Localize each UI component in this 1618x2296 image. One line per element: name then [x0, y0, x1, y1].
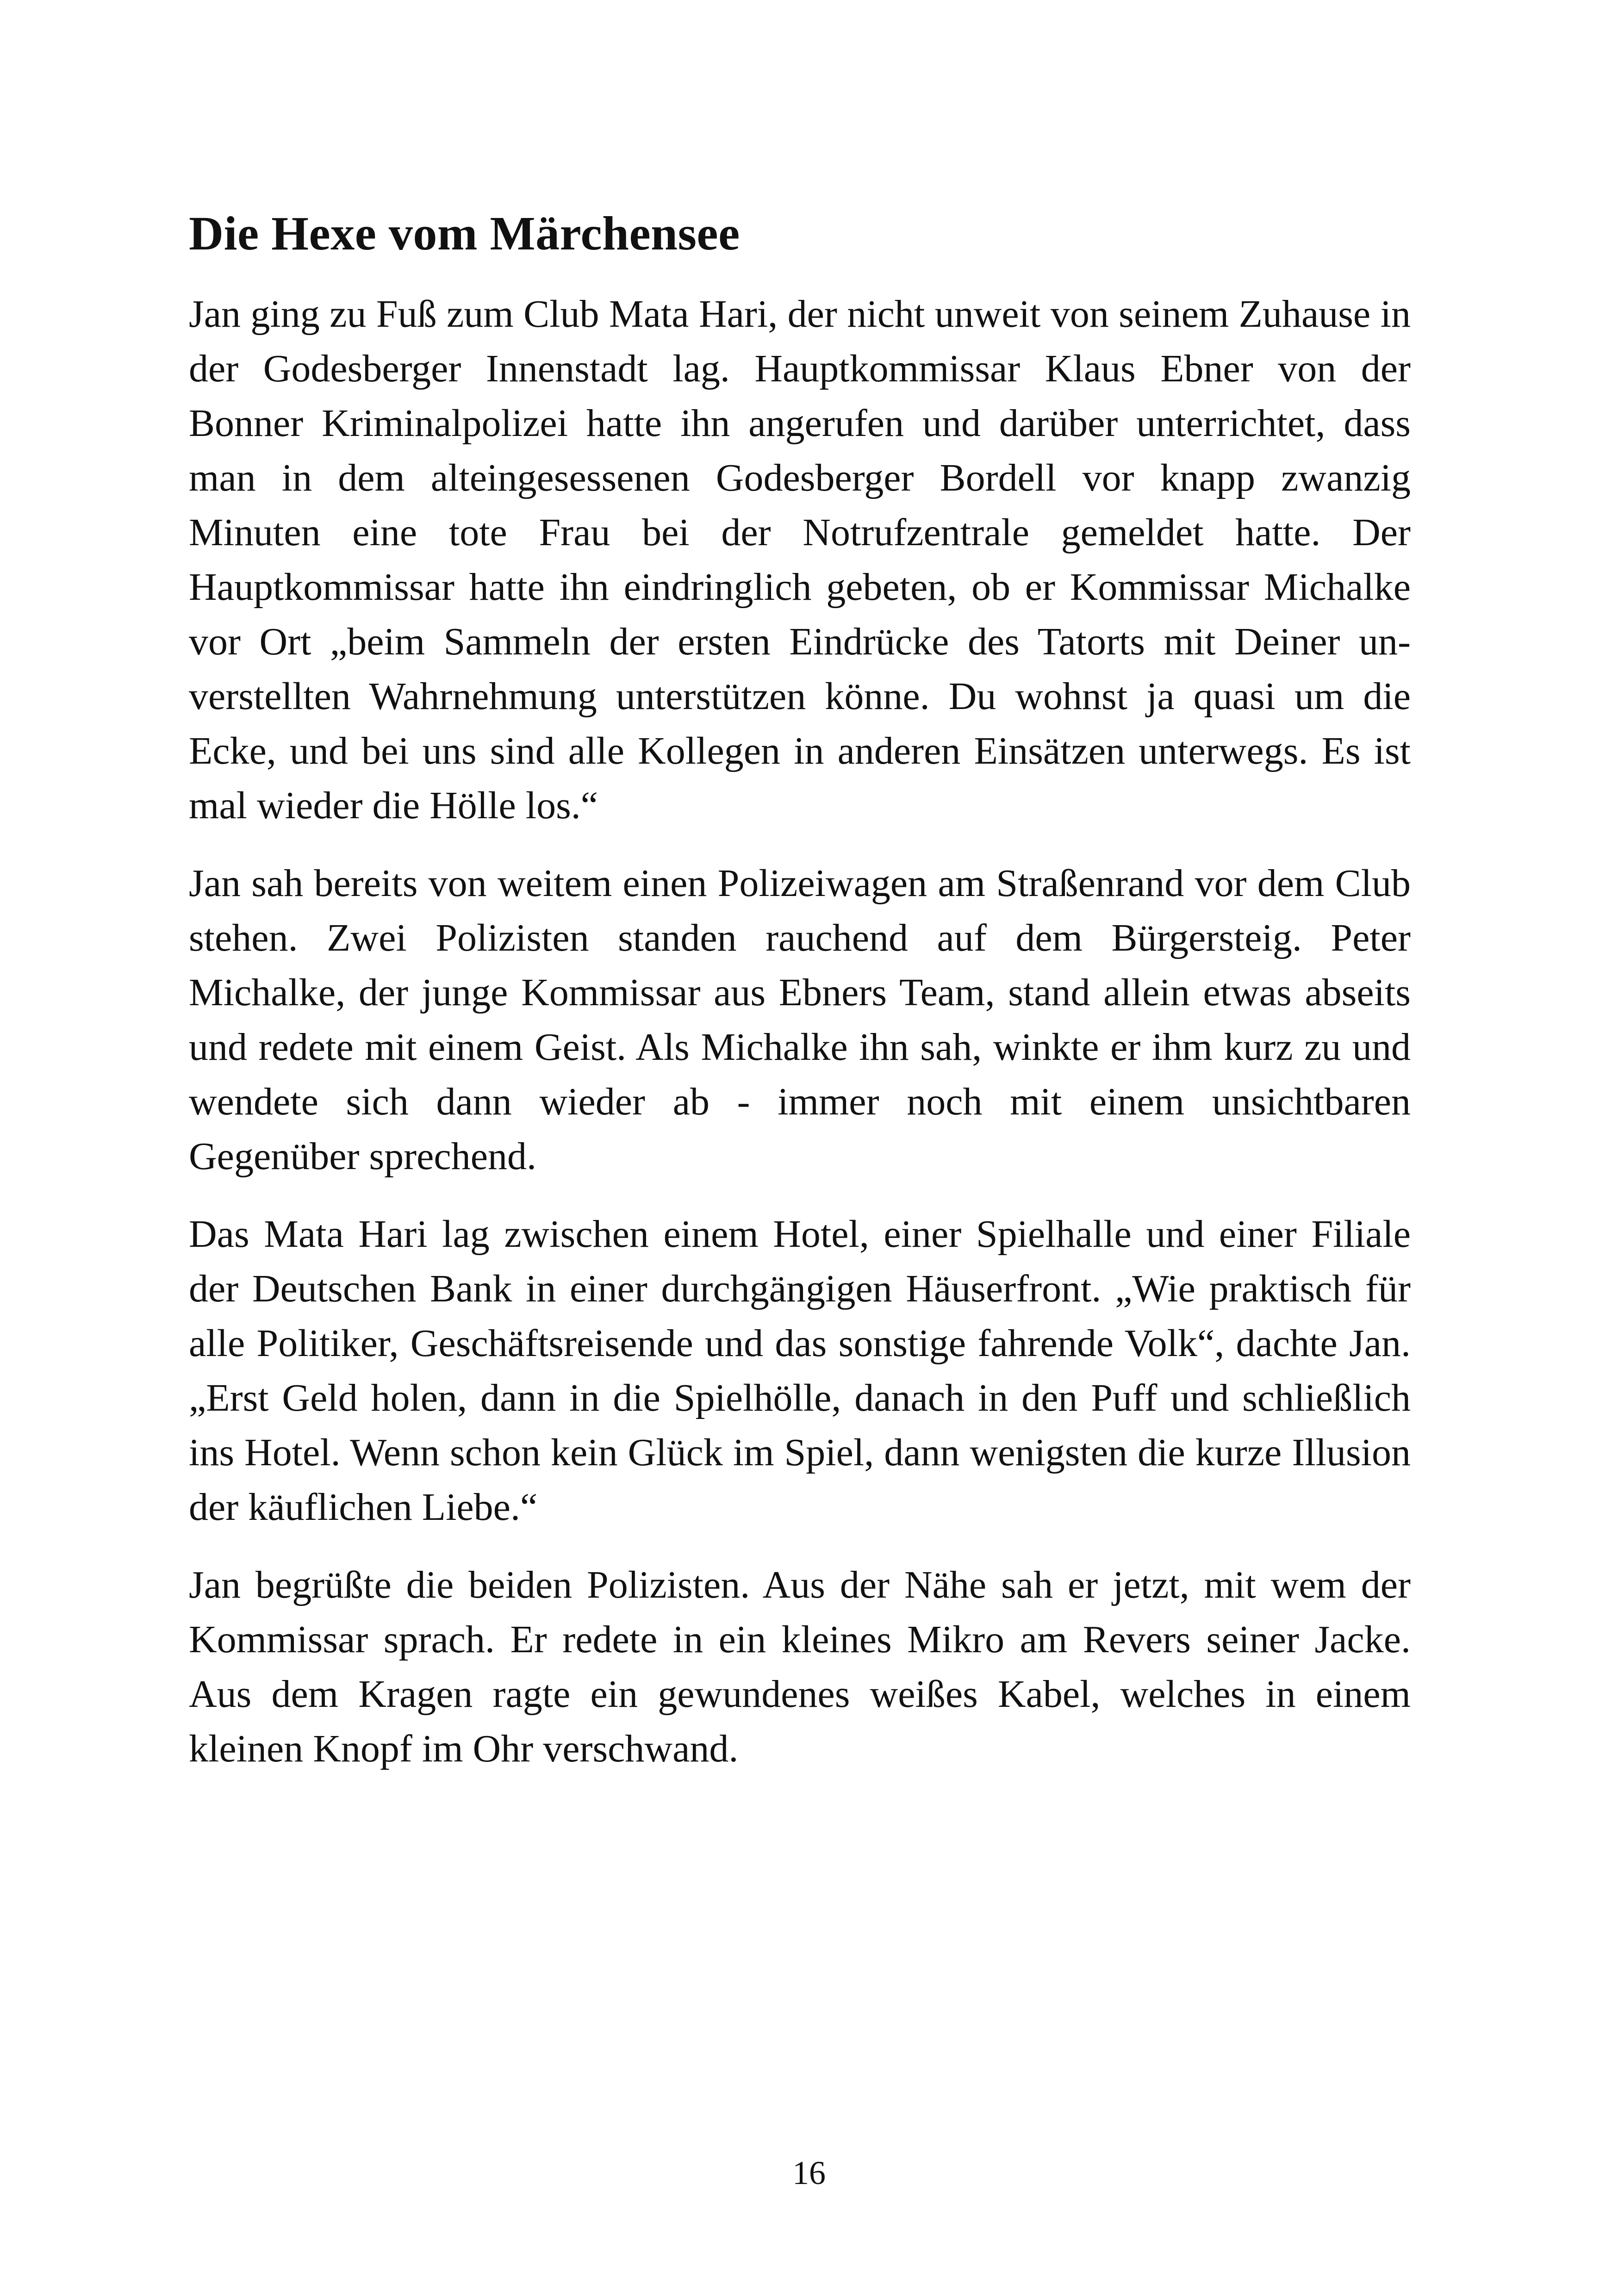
chapter-title: Die Hexe vom Märchensee — [189, 207, 740, 260]
page-body — [189, 204, 1411, 1799]
paragraph: Das Mata Hari lag zwischen einem Hotel, einer Spielhalle und einer Filiale der Deutschen Bank in einer durchgängigen Häuserfront. „Wie praktisch für alle Politiker, Geschäftsreisende und das sonstige fahrende Volk“, dachte Jan. „Erst Geld holen, dann in die Spielhölle, danach in den Puff und schließlich ins Hotel. Wenn schon kein Glück im Spiel, dann wenigsten die kurze Illusion der käuflichen Liebe.“ — [189, 1213, 1411, 1529]
paragraph: Jan ging zu Fuß zum Club Mata Hari, der nicht unweit von seinem Zuhause in der Godesberger Innenstadt lag. Hauptkommissar Klaus Ebner von der Bonner Kriminalpolizei hatte ihn angerufen und darüber unterrichtet, dass man in dem alteingesessenen Godesberger Bordell vor knapp zwanzig Minuten eine tote Frau bei der Notrufzentrale gemeldet hatte. Der Hauptkommissar hatte ihn eindringlich gebeten, ob er Kommissar Michalke vor Ort „beim Sammeln der ersten Eindrücke des Tatorts mit Deiner unverstellten Wahrnehmung unterstützen könne. Du wohnst ja quasi um die Ecke, und bei uns sind alle Kollegen in anderen Einsätzen unterwegs. Es ist mal wieder die Hölle los.“ — [189, 292, 1411, 827]
page-number: 16 — [792, 2154, 826, 2191]
paragraph: Jan sah bereits von weitem einen Polizeiwagen am Straßenrand vor dem Club stehen. Zwei Polizisten standen rauchend auf dem Bürgersteig. Peter Michalke, der junge Kommissar aus Ebners Team, stand allein etwas abseits und redete mit einem Geist. Als Michalke ihn sah, winkte er ihm kurz zu und wendete sich dann wieder ab - immer noch mit einem unsichtbaren Gegenüber sprechend. — [189, 862, 1411, 1178]
paragraph: Jan begrüßte die beiden Polizisten. Aus der Nähe sah er jetzt, mit wem der Kommissar sprach. Er redete in ein kleines Mikro am Revers seiner Jacke. Aus dem Kragen ragte ein gewundenes weißes Kabel, welches in einem kleinen Knopf im Ohr verschwand. — [189, 1563, 1411, 1770]
